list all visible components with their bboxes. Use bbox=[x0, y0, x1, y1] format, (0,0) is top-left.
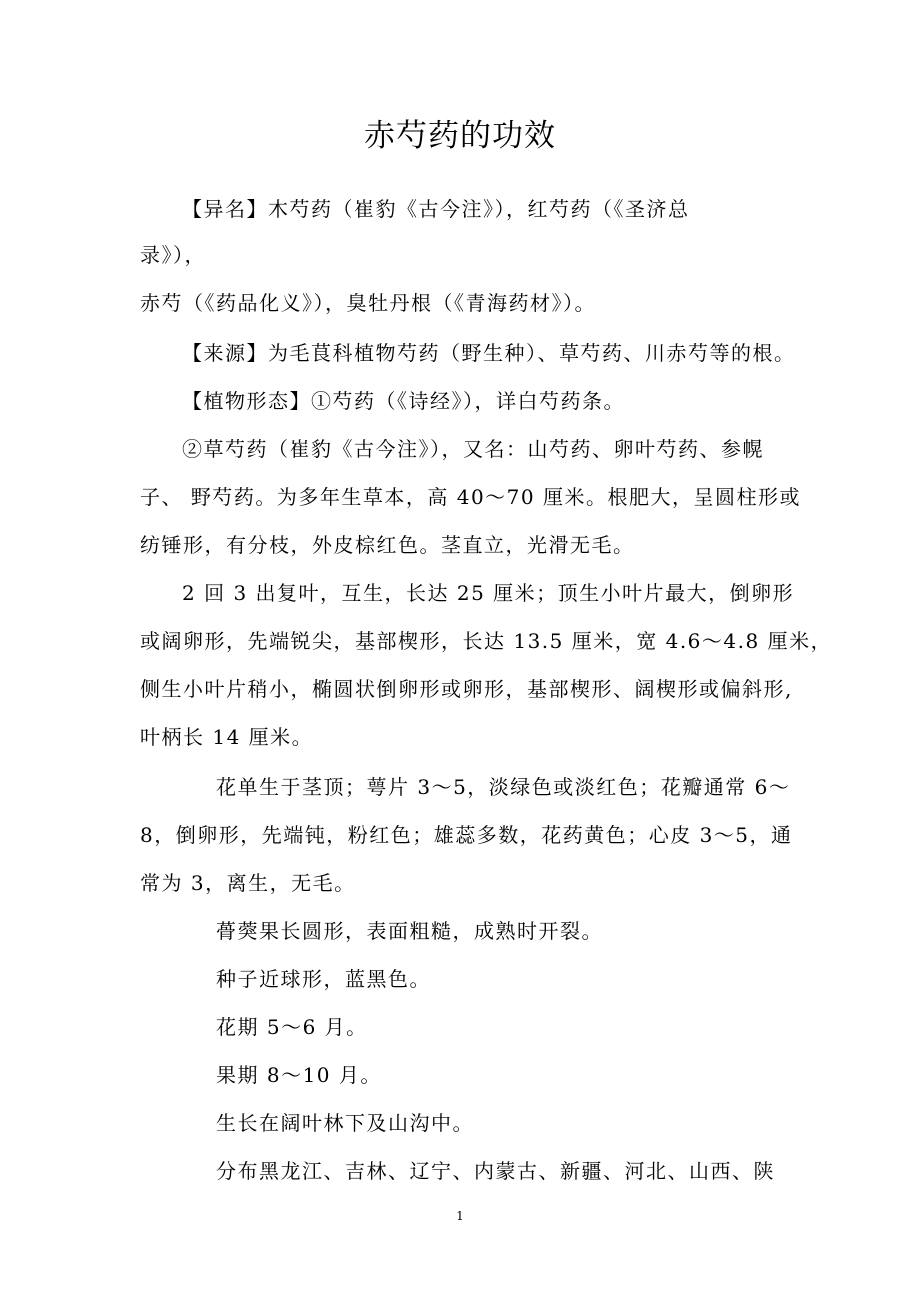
text-line: 【植物形态】①芍药（《诗经》），详白芍药条。 bbox=[182, 389, 625, 413]
text-line: 生长在阔叶林下及山沟中。 bbox=[216, 1111, 474, 1135]
text-line: 或阔卵形，先端锐尖，基部楔形，长达 13.5 厘米，宽 4.6～4.8 厘米， bbox=[140, 629, 833, 653]
text-line: 花单生于茎顶；萼片 3～5，淡绿色或淡红色；花瓣通常 6～ bbox=[216, 775, 791, 799]
text-line: 果期 8～10 月。 bbox=[216, 1063, 382, 1087]
text-line: 【来源】为毛茛科植物芍药（野生种）、草芍药、川赤芍等的根。 bbox=[182, 341, 796, 365]
text-line: 录》）， bbox=[140, 243, 206, 267]
text-line: 【异名】木芍药（崔豹《古今注》），红芍药（《圣济总 bbox=[182, 197, 690, 221]
text-line: 花期 5～6 月。 bbox=[216, 1015, 368, 1039]
text-line: 侧生小叶片稍小，椭圆状倒卵形或卵形，基部楔形、阔楔形或偏斜形, bbox=[140, 677, 793, 701]
text-line: 2 回 3 出复叶，互生，长达 25 厘米；顶生小叶片最大，倒卵形 bbox=[182, 581, 795, 605]
document-title: 赤芍药的功效 bbox=[364, 118, 556, 154]
text-line: 赤芍（《药品化义》），臭牡丹根（《青海药材》）。 bbox=[140, 291, 596, 315]
text-line: 蓇葖果长圆形，表面粗糙，成熟时开裂。 bbox=[216, 919, 603, 943]
text-line: 8，倒卵形，先端钝，粉红色；雄蕊多数，花药黄色；心皮 3～5，通 bbox=[140, 823, 793, 847]
text-line: 种子近球形，蓝黑色。 bbox=[216, 967, 431, 991]
text-line: 叶柄长 14 厘米。 bbox=[140, 725, 314, 749]
text-line: 纺锤形，有分枝，外皮棕红色。茎直立，光滑无毛。 bbox=[140, 533, 635, 557]
text-line: 子、 野芍药。为多年生草本，高 40～70 厘米。根肥大，呈圆柱形或 bbox=[140, 485, 801, 509]
text-line: 常为 3，离生，无毛。 bbox=[140, 871, 356, 895]
text-line: 分布黑龙江、吉林、辽宁、内蒙古、新疆、河北、山西、陕 bbox=[216, 1159, 775, 1183]
text-line: ②草芍药（崔豹《古今注》），又名：山芍药、卵叶芍药、参幌 bbox=[182, 437, 764, 461]
page-number: 1 bbox=[456, 1209, 464, 1223]
